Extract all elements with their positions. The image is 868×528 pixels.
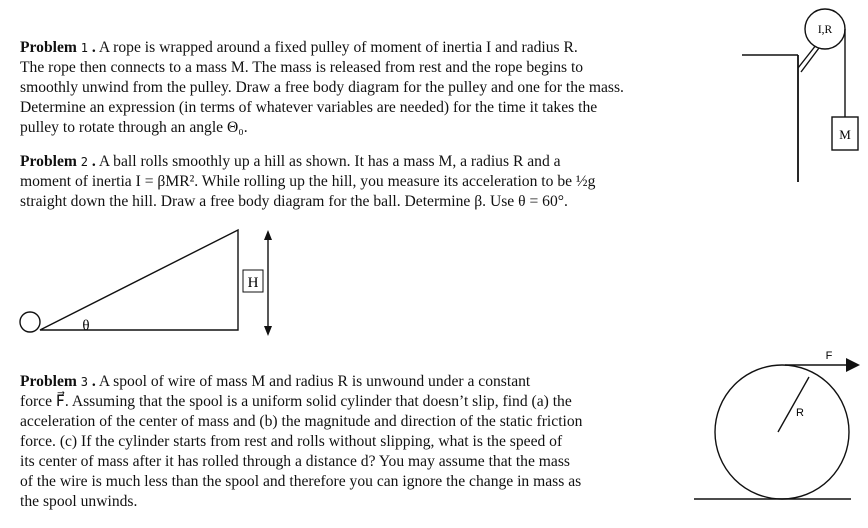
problem-1-line-4: Determine an expression (in terms of whatever variables are needed) for the time it takes the: [20, 99, 598, 116]
force-arrow-head: [846, 358, 860, 372]
height-label: H: [247, 275, 259, 291]
problem-3-line-4: force. (c) If the cylinder starts from rest and rolls without slipping, what is the speed of: [20, 433, 563, 450]
problem-2-line-3: straight down the hill. Draw a free body diagram for the ball. Determine β. Use θ = 60°.: [20, 193, 568, 210]
radius-line: [778, 377, 809, 432]
angle-label: θ: [82, 318, 90, 334]
problem-1-line-3: smoothly unwind from the pulley. Draw a free body diagram for the pulley and one for the mass.: [20, 79, 624, 96]
problem-3-line-7: the spool unwinds.: [20, 493, 138, 510]
problem-3-line-5: its center of mass after it has rolled through a distance d? You may assume that the mass: [20, 453, 570, 470]
problem-3-label: Problem 3 .: [20, 373, 96, 390]
ball: [20, 312, 40, 332]
problem-2-line-1: Problem 2 . A ball rolls smoothly up a hill as shown. It has a mass M, a radius R and a: [20, 153, 561, 170]
problem-3-line-1: Problem 3 . A spool of wire of mass M and radius R is unwound under a constant: [20, 373, 531, 390]
spool-circle: [715, 365, 849, 499]
height-arrow-head-top: [264, 230, 272, 240]
problem-2-line-2: moment of inertia I = βMR². While rolling up the hill, you measure its acceleration to be ½g: [20, 173, 596, 190]
problem-1-label: Problem 1 .: [20, 39, 96, 56]
problem-3-line-6: of the wire is much less than the spool and therefore you can ignore the change in mass as: [20, 473, 582, 490]
pulley-figure: [742, 9, 858, 182]
force-label: F: [825, 350, 833, 362]
mass-label: M: [839, 127, 851, 142]
height-arrow-head-bottom: [264, 326, 272, 336]
incline-triangle: [40, 230, 238, 330]
problem-3-line-3: acceleration of the center of mass and (b) the magnitude and direction of the static friction: [20, 413, 583, 430]
pulley-label: I,R: [817, 24, 833, 36]
problem-1-line-5: pulley to rotate through an angle Θ₀.: [20, 119, 248, 136]
problem-2-label: Problem 2 .: [20, 153, 96, 170]
spool-figure: [694, 365, 851, 499]
incline-figure: [20, 230, 268, 332]
radius-label: R: [796, 407, 804, 419]
problem-1-line-1: Problem 1 . A rope is wrapped around a fixed pulley of moment of inertia I and radius R.: [20, 39, 578, 56]
problem-3-line-2: force F⃗. Assuming that the spool is a uniform solid cylinder that doesn’t slip, find (a) the: [20, 393, 572, 410]
problem-1-line-2: The rope then connects to a mass M. The mass is released from rest and the rope begins to: [20, 59, 584, 76]
